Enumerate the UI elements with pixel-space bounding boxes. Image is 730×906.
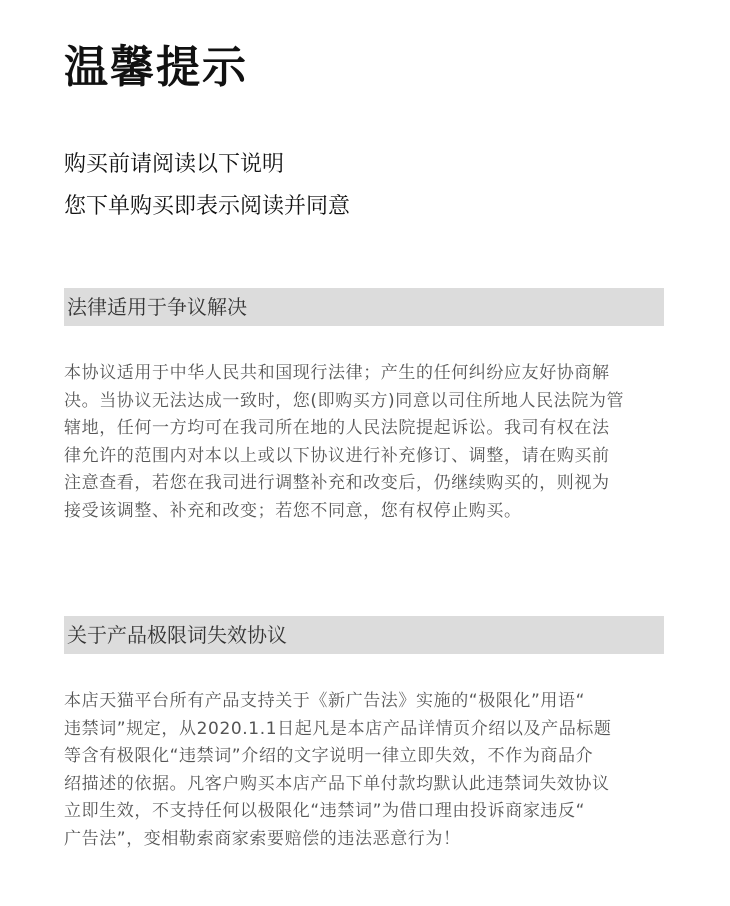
section-heading-extreme-words bbox=[64, 616, 664, 654]
paragraph-line: 接受该调整、补充和改变；若您不同意，您有权停止购买。 bbox=[64, 500, 522, 521]
paragraph-line: 辖地，任何一方均可在我司所在地的人民法院提起诉讼。我司有权在法 bbox=[64, 418, 610, 438]
paragraph-line: 立即生效，不支持任何以极限化“违禁词”为借口理由投诉商家违反“ bbox=[64, 801, 586, 821]
paragraph-line: 本店天猫平台所有产品支持关于《新广告法》实施的“极限化”用语“ bbox=[64, 691, 586, 711]
paragraph-line: 律允许的范围内对本以上或以下协议进行补充修订、调整，请在购买前 bbox=[64, 445, 610, 466]
section-heading-label: 关于产品极限词失效协议 bbox=[67, 623, 287, 647]
intro-line-1: 购买前请阅读以下说明 bbox=[64, 152, 285, 177]
paragraph-line: 注意查看，若您在我司进行调整补充和改变后，仍继续购买的，则视为 bbox=[64, 473, 610, 493]
paragraph-line: 绍描述的依据。凡客户购买本店产品下单付款均默认此违禁词失效协议 bbox=[64, 773, 610, 794]
paragraph-line: 本协议适用于中华人民共和国现行法律；产生的任何纠纷应友好协商解 bbox=[64, 363, 610, 383]
paragraph-line: 等含有极限化“违禁词”介绍的文字说明一律立即失效，不作为商品介 bbox=[64, 746, 594, 766]
section-body-extreme-words bbox=[64, 688, 664, 853]
section-heading-label: 法律适用于争议解决 bbox=[67, 295, 247, 319]
paragraph-line: 决。当协议无法达成一致时，您(即购买方)同意以司住所地人民法院为管 bbox=[64, 390, 625, 411]
section-body-law bbox=[64, 360, 664, 525]
paragraph-line: 广告法”，变相勒索商家索要赔偿的违法恶意行为！ bbox=[64, 828, 461, 849]
intro-line-2: 您下单购买即表示阅读并同意 bbox=[64, 194, 351, 219]
section-heading-law bbox=[64, 288, 664, 326]
paragraph-line: 违禁词”规定，从2020.1.1日起凡是本店产品详情页介绍以及产品标题 bbox=[64, 718, 612, 739]
page-title: 温馨提示 bbox=[64, 42, 248, 93]
